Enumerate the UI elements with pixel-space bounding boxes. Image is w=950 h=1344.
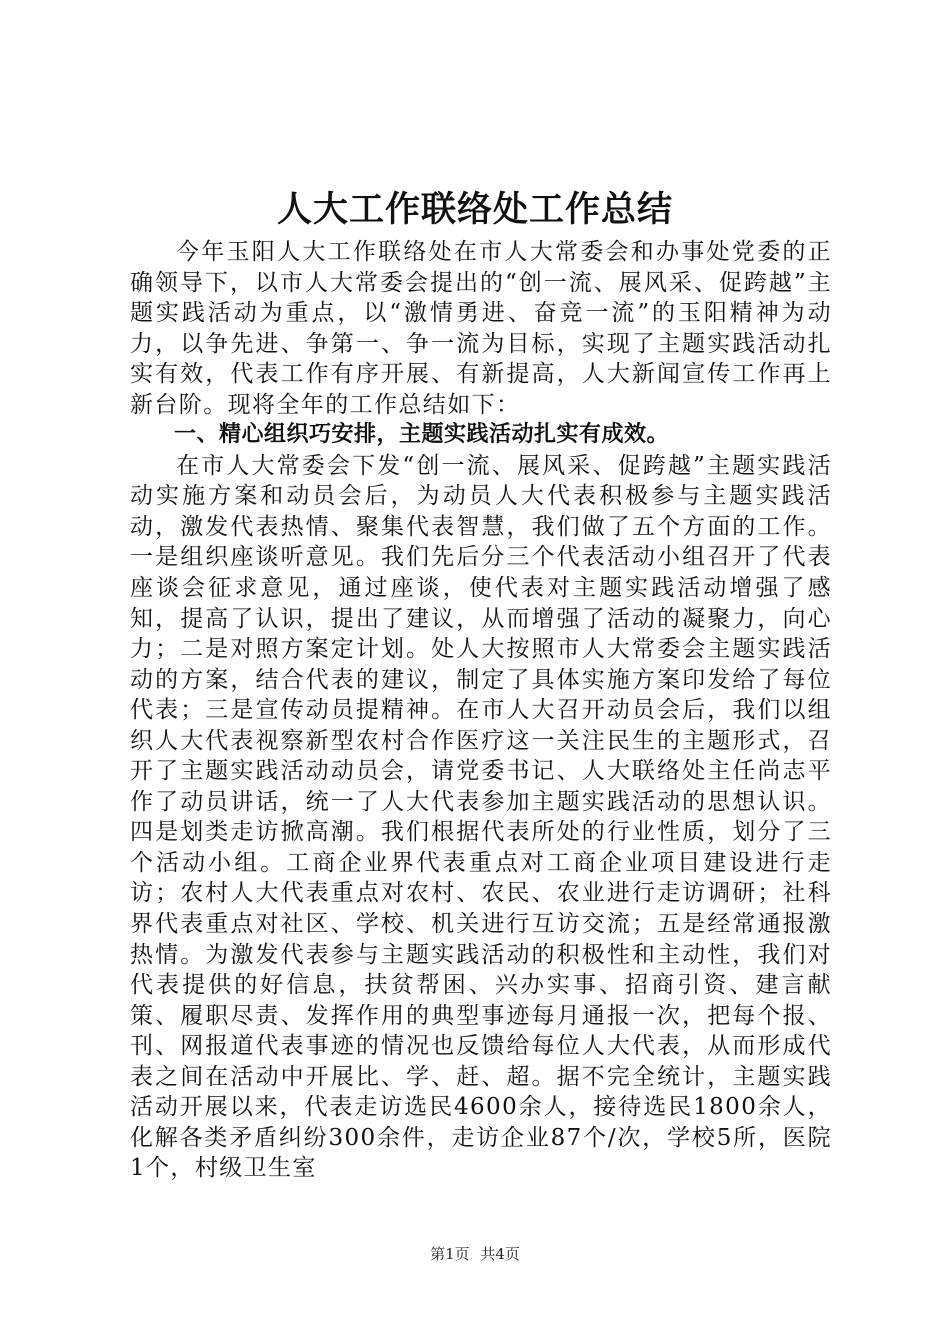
- section-1-paragraph: 在市人大常委会下发“创一流、展风采、促跨越”主题实践活动实施方案和动员会后，为动员人大代表积极参与主题实践活动，激发代表热情、聚集代表智慧，我们做了五个方面的工作。一是组织座谈听意见。我们先后分三个代表活动小组召开了代表座谈会征求意见，通过座谈，使代表对主题实践活动增强了感知，提高了认识，提出了建议，从而增强了活动的凝聚力，向心力；二是对照方案定计划。处人大按照市人大常委会主题实践活动的方案，结合代表的建议，制定了具体实施方案印发给了每位代表；三是宣传动员提精神。在市人大召开动员会后，我们以组织人大代表视察新型农村合作医疗这一关注民生的主题形式，召开了主题实践活动动员会，请党委书记、人大联络处主任尚志平作了动员讲话，统一了人大代表参加主题实践活动的思想认识。四是划类走访掀高潮。我们根据代表所处的行业性质，划分了三个活动小组。工商企业界代表重点对工商企业项目建设进行走访；农村人大代表重点对农村、农民、农业进行走访调研；社科界代表重点对社区、学校、机关进行互访交流；五是经常通报激热情。为激发代表参与主题实践活动的积极性和主动性，我们对代表提供的好信息，扶贫帮困、兴办实事、招商引资、建言献策、履职尽责、发挥作用的典型事迹每月通报一次，把每个报、刊、网报道代表事迹的情况也反馈给每位人大代表，从而形成代表之间在活动中开展比、学、赶、超。据不完全统计，主题实践活动开展以来，代表走访选民4600余人，接待选民1800余人，化解各类矛盾纠纷300余件，走访企业87个/次，学校5所，医院1个，村级卫生室: [130, 452, 832, 1182]
- document-title: 人大工作联络处工作总结: [276, 189, 673, 230]
- page-footer: 第1页 共4页: [430, 1245, 520, 1263]
- section-heading-1: 一、精心组织巧安排，主题实践活动扎实有成效。: [174, 422, 670, 448]
- intro-paragraph: 今年玉阳人大工作联络处在市人大常委会和办事处党委的正确领导下，以市人大常委会提出的“创一流、展风采、促跨越”主题实践活动为重点，以“激情勇进、奋竞一流”的玉阳精神为动力，以争先进、争第一、争一流为目标，实现了主题实践活动扎实有效，代表工作有序开展、有新提高，人大新闻宣传工作再上新台阶。现将全年的工作总结如下：: [130, 239, 832, 418]
- document-body: [130, 237, 832, 1184]
